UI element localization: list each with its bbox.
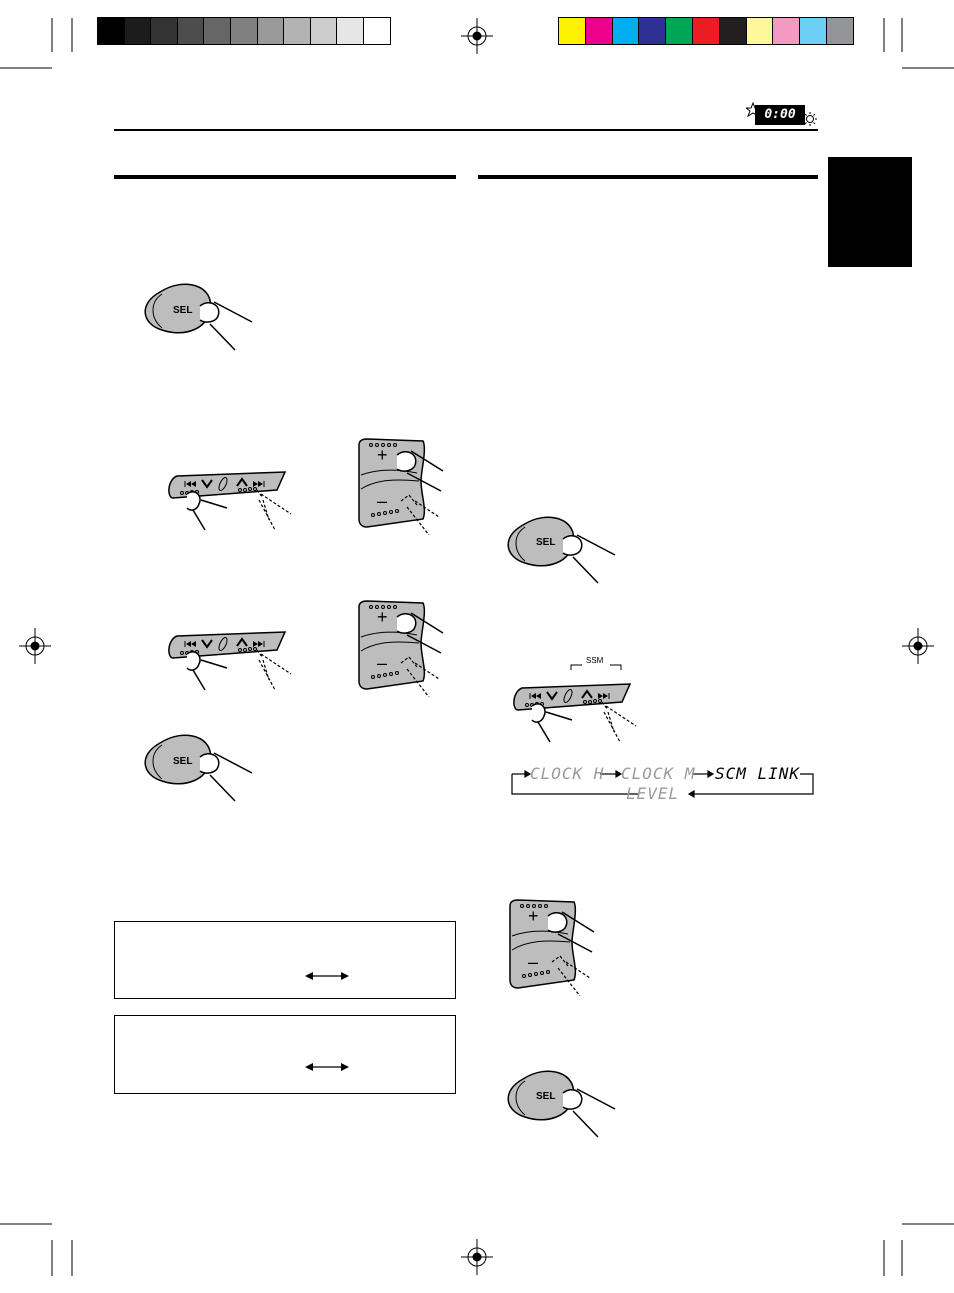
svg-text:SEL: SEL [536, 537, 556, 548]
sel-button[interactable] [140, 280, 260, 360]
menu-item-level: LEVEL [626, 784, 680, 803]
seek-button-bar[interactable] [165, 630, 300, 700]
seek-button-bar[interactable] [165, 470, 300, 540]
volume-control[interactable] [357, 597, 447, 697]
finger-icon [397, 452, 416, 471]
volume-down-icon: – [377, 491, 388, 511]
svg-text:SEL: SEL [536, 1091, 556, 1102]
volume-up-icon: + [377, 445, 388, 465]
double-arrow-icon [305, 1061, 349, 1073]
finger-icon [563, 536, 582, 555]
finger-icon [200, 303, 219, 322]
volume-control[interactable] [357, 435, 447, 535]
sel-button[interactable] [503, 1067, 623, 1147]
volume-control[interactable] [508, 896, 598, 996]
section-rule-right [478, 175, 818, 179]
sel-button[interactable] [140, 731, 260, 811]
finger-icon [187, 492, 200, 510]
svg-text:–: – [528, 952, 539, 972]
clock-display: 0:00 [755, 105, 805, 125]
section-rule-left [114, 175, 456, 179]
finger-icon [563, 1090, 582, 1109]
finger-icon [200, 754, 219, 773]
menu-sequence [508, 764, 818, 804]
menu-item-scm-link: SCM LINK [715, 764, 801, 783]
seek-button-bar[interactable] [510, 682, 645, 752]
language-tab [828, 157, 912, 267]
sun-icon [803, 112, 817, 126]
ssm-bracket [570, 658, 622, 666]
svg-text:–: – [377, 653, 388, 673]
menu-item-clock-h: CLOCK H [530, 764, 605, 783]
clock-badge [746, 102, 818, 126]
sel-label: SEL [173, 305, 193, 316]
info-box-2 [114, 1015, 456, 1094]
svg-text:+: + [377, 607, 388, 627]
header-rule [114, 129, 818, 131]
info-box-1 [114, 921, 456, 999]
double-arrow-icon [305, 970, 349, 982]
svg-text:SEL: SEL [173, 756, 193, 767]
svg-text:+: + [528, 906, 539, 926]
ssm-label: SSM [586, 656, 604, 665]
sel-button[interactable] [503, 513, 623, 593]
menu-item-clock-m: CLOCK M [621, 764, 696, 783]
